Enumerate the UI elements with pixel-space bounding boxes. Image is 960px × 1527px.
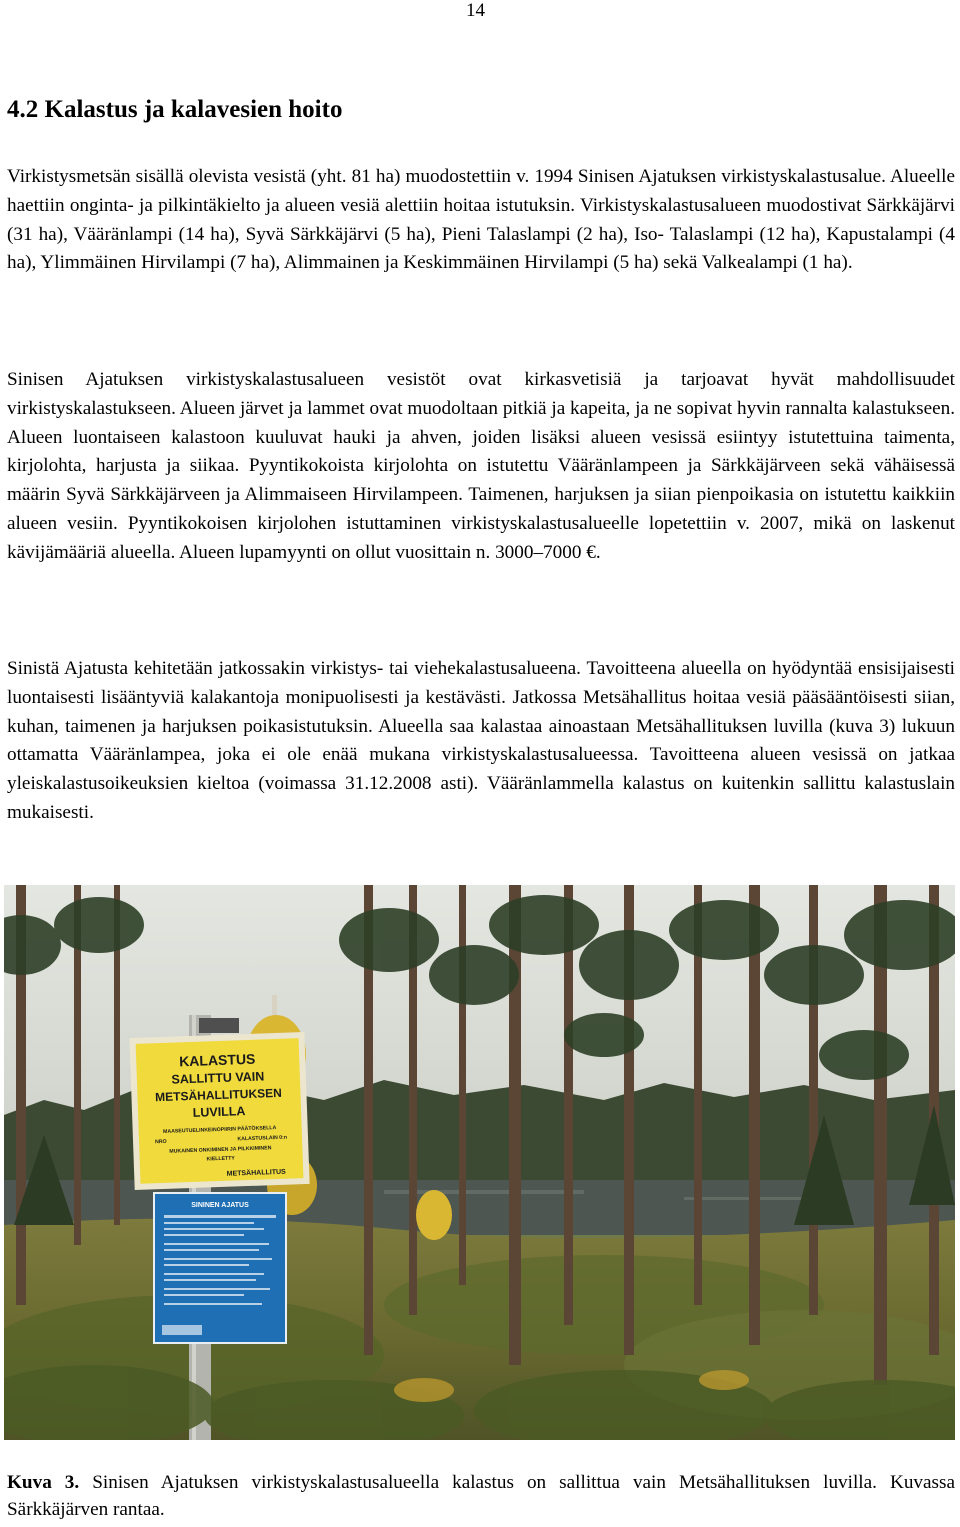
- section-heading: 4.2 Kalastus ja kalavesien hoito: [7, 96, 343, 123]
- sign-line-3: METSÄHALLITUKSEN: [154, 1085, 283, 1105]
- fishing-sign: [129, 1032, 309, 1190]
- figure-caption: [7, 1469, 955, 1523]
- sign-small-3: KALASTUSLAIN 0:n: [237, 1134, 288, 1143]
- caption-text: Sinisen Ajatuksen virkistyskalastusalueella kalastus on sallittua vain Metsähallituksen luvilla. Kuvassa Särkkäjärven rantaa.: [7, 1472, 955, 1520]
- paragraph-3: Sinistä Ajatusta kehitetään jatkossakin virkistys- tai viehekalastusalueena. Tavoitteena alueella on hyödyntää ensisijaisesti luontaisesti lisääntyviä kalakantoja monipuolisesti ja kestävästi. Jatkossa Metsähallitus hoitaa vesiä pääsääntöisesti siian, kuhan, taimenen ja harjuksen poikasistutuksin. Alueella saa kalastaa ainoastaan Metsähallituksen luvilla (kuva 3) lukuun ottamatta Vääränlampea, joka ei ole enää mukana virkistyskalastusalueessa. Tavoitteena alueen vesissä on jatkaa yleiskalastusoikeuksien kieltoa (voimassa 31.12.2008 asti). Vääränlammella kalastus on kuitenkin sallittu kalastuslain mukaisesti.: [7, 658, 955, 823]
- sign-small-1: MAASEUTUELINKEINOPIIRIN PÄÄTÖKSELLA: [162, 1125, 277, 1135]
- paragraph-2: Sinisen Ajatuksen virkistyskalastusalueen vesistöt ovat kirkasvetisiä ja tarjoavat hyvät mahdollisuudet virkistyskalastukseen. Alueen järvet ja lammet ovat muodoltaan pitkiä ja kapeita, ja ne sopivat hyvin rannalta kalastukseen. Alueen luontaiseen kalastoon kuuluvat hauki ja ahven, joiden lisäksi alueen vesissä esiintyy istutettuina taimenta, kirjolohta, harjusta ja siikaa. Pyyntikokoista kirjolohta on istutettu Vääränlampeen ja Särkkäjärveen sekä vähäisessä määrin Syvä Särkkäjärveen ja Alimmaiseen Hirvilampeen. Taimenen, harjuksen ja siian pienpoikasia on istutettu kaikkiin alueen vesiin. Pyyntikokoisen kirjolohen istuttaminen virkistyskalastusalueelle lopetettiin v. 2007, mikä on laskenut kävijämääriä alueella. Alueen lupamyynti on ollut vuosittain n. 3000–7000 €.: [7, 369, 955, 563]
- forest-scene: [4, 885, 955, 1440]
- sign-small-2: NRO: [154, 1138, 167, 1146]
- figure-photo: [4, 885, 955, 1440]
- sign-small-5: KIELLETTY: [206, 1155, 235, 1163]
- info-board: [154, 1193, 286, 1343]
- post-cap: [199, 1018, 239, 1033]
- sign-line-1: KALASTUS: [178, 1050, 256, 1070]
- sign-logo: METSÄHALLITUS: [226, 1168, 286, 1178]
- info-board-title: SININEN AJATUS: [191, 1202, 249, 1209]
- sign-small-4: MUKAINEN ONKIMINEN JA PILKKIMINEN: [169, 1145, 272, 1155]
- caption-label: Kuva 3.: [7, 1472, 80, 1493]
- sign-line-2: SALLITTU VAIN: [171, 1069, 265, 1087]
- sign-line-4: LUVILLA: [192, 1104, 246, 1120]
- paragraph-1: Virkistysmetsän sisällä olevista vesistä (yht. 81 ha) muodostettiin v. 1994 Sinisen Ajatuksen virkistyskalastusalue. Alueelle haettiin onginta- ja pilkintäkielto ja alueen vesiä alettiin hoitaa istutuksin. Virkistyskalastusalueen muodostivat Särkkäjärvi (31 ha), Vääränlampi (14 ha), Syvä Särkkäjärvi (5 ha), Pieni Talaslampi (2 ha), Iso- Talaslampi (12 ha), Kapustalampi (4 ha), Ylimmäinen Hirvilampi (7 ha), Alimmainen ja Keskimmäinen Hirvilampi (5 ha) sekä Valkealampi (1 ha).: [7, 166, 955, 274]
- page-number: 14: [466, 0, 485, 21]
